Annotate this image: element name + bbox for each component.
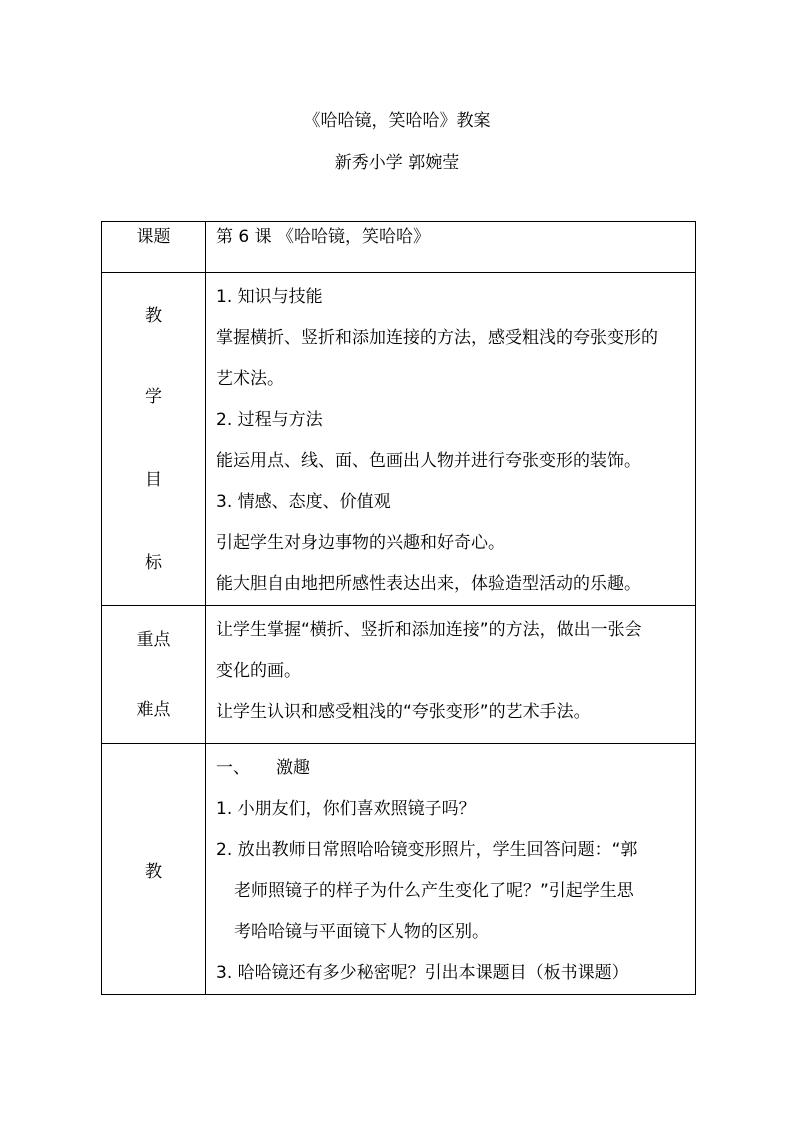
objectives-label-char: 学 bbox=[145, 387, 162, 407]
objective-line: 能运用点、线、面、色画出人物并进行夸张变形的装饰。 bbox=[216, 451, 641, 471]
objective-line: 引起学生对身边事物的兴趣和好奇心。 bbox=[216, 533, 505, 553]
objective-line: 1. 知识与技能 bbox=[216, 287, 323, 307]
key-points-content bbox=[206, 606, 696, 744]
section-heading bbox=[216, 748, 691, 789]
table-row-teaching bbox=[102, 744, 696, 995]
objectives-label-char: 教 bbox=[145, 306, 162, 326]
teaching-content bbox=[206, 744, 696, 995]
key-point-line: 让学生掌握“横折、竖折和添加连接”的方法，做出一张会 bbox=[216, 620, 642, 640]
objective-line: 能大胆自由地把所感性表达出来，体验造型活动的乐趣。 bbox=[216, 574, 641, 594]
table-row-topic bbox=[102, 222, 696, 273]
objective-line: 2. 过程与方法 bbox=[216, 410, 323, 430]
teaching-label-char: 教 bbox=[145, 861, 162, 882]
teaching-line: 2. 放出教师日常照哈哈镜变形照片，学生回答问题：“郭 bbox=[216, 840, 638, 860]
objective-line: 掌握横折、竖折和添加连接的方法，感受粗浅的夸张变形的 bbox=[216, 328, 658, 348]
objectives-content bbox=[206, 273, 696, 606]
objectives-label-char: 标 bbox=[145, 553, 162, 573]
key-point-label: 重点 bbox=[136, 630, 171, 650]
table-row-key-points bbox=[102, 606, 696, 744]
teaching-line: 3. 哈哈镜还有多少秘密呢？引出本课题目（板书课题） bbox=[216, 963, 629, 983]
topic-content: 第 6 课 《哈哈镜，笑哈哈》 bbox=[206, 222, 696, 273]
objectives-label bbox=[102, 273, 206, 606]
key-point-line: 变化的画。 bbox=[216, 661, 301, 681]
teaching-line: 考哈哈镜与平面镜下人物的区别。 bbox=[234, 922, 489, 942]
teaching-line: 老师照镜子的样子为什么产生变化了呢？”引起学生思 bbox=[234, 881, 634, 901]
document-author: 新秀小学 郭婉莹 bbox=[334, 153, 460, 173]
objective-line: 艺术法。 bbox=[216, 369, 284, 389]
objective-line: 3. 情感、态度、价值观 bbox=[216, 492, 391, 512]
section-title: 激趣 bbox=[276, 758, 310, 778]
table-row-objectives bbox=[102, 273, 696, 606]
document-title: 《哈哈镜，笑哈哈》教案 bbox=[303, 111, 491, 131]
section-number: 一、 bbox=[216, 758, 250, 778]
key-points-label bbox=[102, 606, 206, 744]
lesson-plan-table bbox=[101, 221, 696, 995]
teaching-label bbox=[102, 744, 206, 995]
teaching-line: 1. 小朋友们，你们喜欢照镜子吗？ bbox=[216, 799, 476, 819]
objectives-label-char: 目 bbox=[145, 470, 162, 490]
topic-label: 课题 bbox=[102, 222, 206, 273]
key-point-line: 让学生认识和感受粗浅的“夸张变形”的艺术手法。 bbox=[216, 702, 591, 722]
difficulty-label: 难点 bbox=[136, 700, 171, 720]
